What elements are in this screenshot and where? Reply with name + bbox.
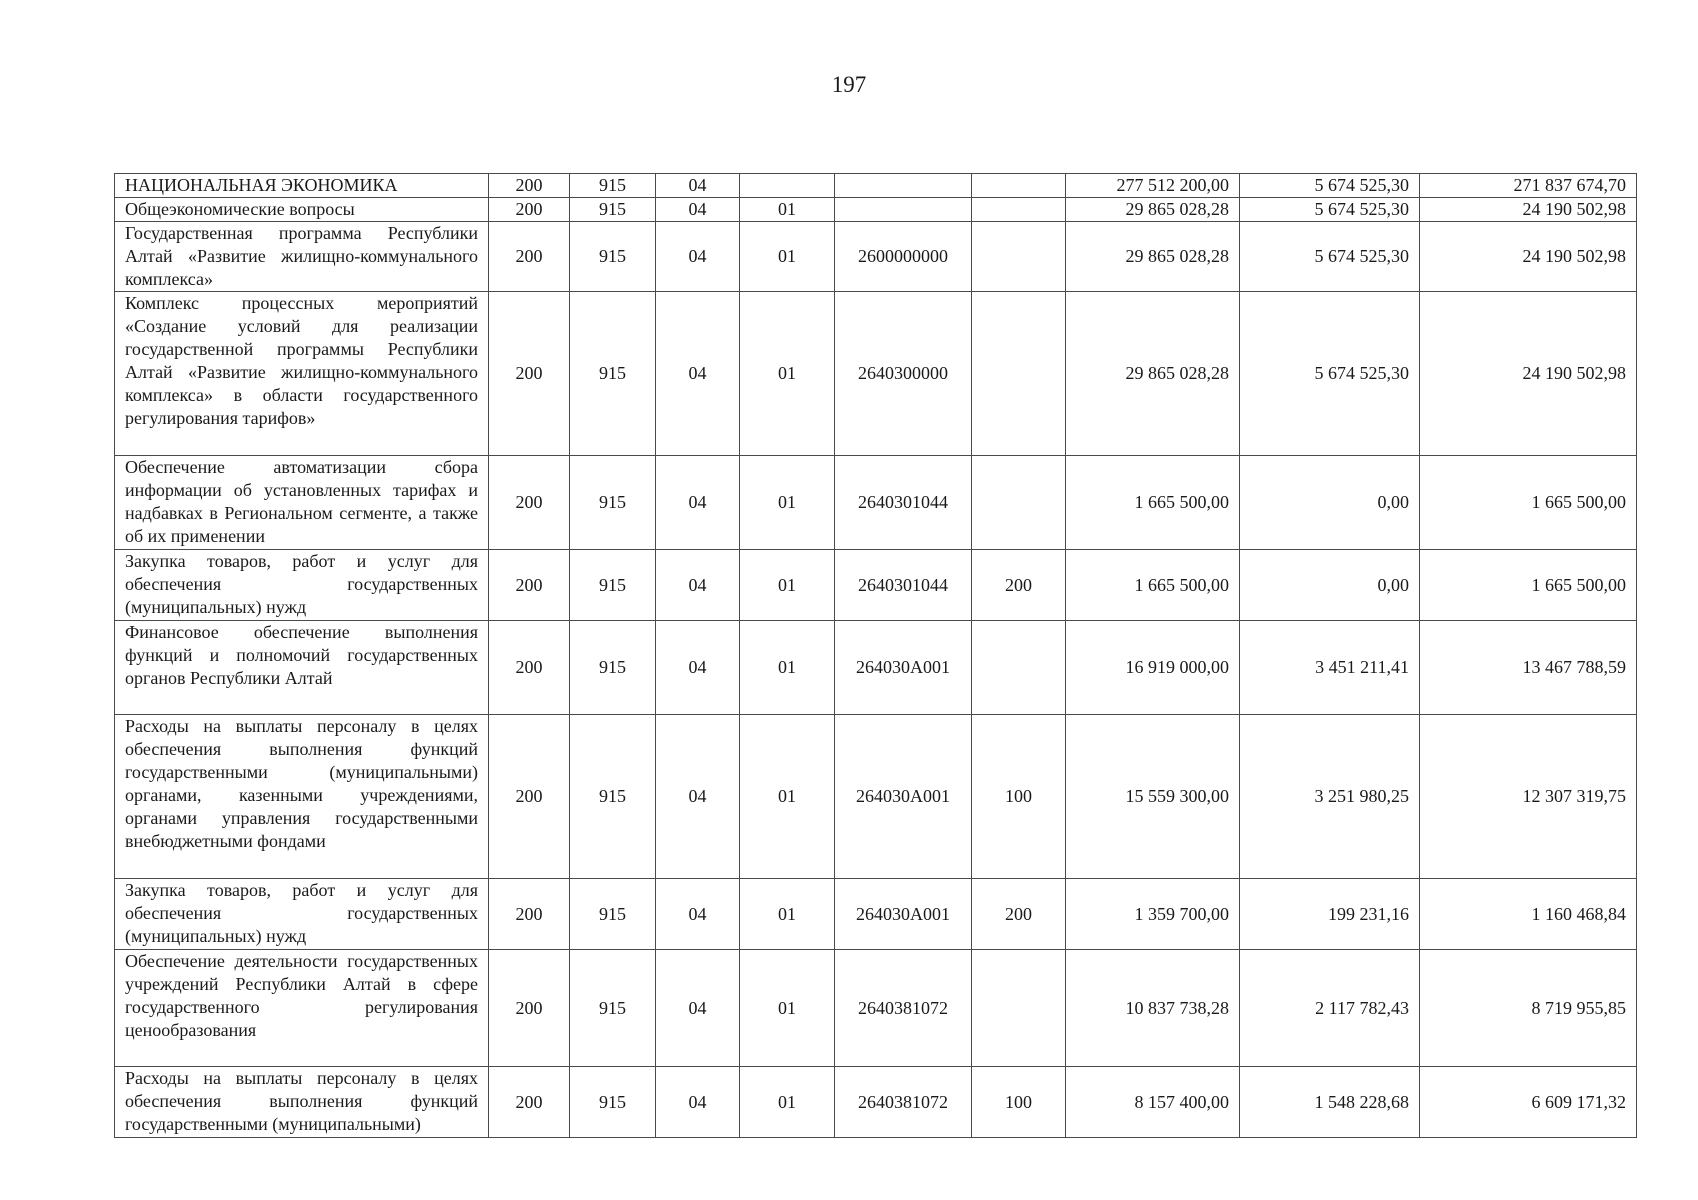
code-cell: 264030А001 [835, 879, 972, 950]
code-cell: 2640301044 [835, 550, 972, 621]
code-cell [972, 292, 1066, 456]
code-cell: 915 [570, 950, 656, 1067]
code-cell: 915 [570, 1067, 656, 1138]
amount-cell: 1 665 500,00 [1066, 550, 1240, 621]
amount-cell: 12 307 319,75 [1420, 715, 1637, 879]
code-cell [972, 456, 1066, 550]
amount-cell: 24 190 502,98 [1420, 198, 1637, 222]
table-row [115, 1067, 1637, 1138]
amount-cell: 271 837 674,70 [1420, 174, 1637, 198]
code-cell: 264030А001 [835, 621, 972, 715]
code-cell: 04 [656, 879, 740, 950]
amount-cell: 1 160 468,84 [1420, 879, 1637, 950]
table-row [115, 950, 1637, 1067]
amount-cell: 24 190 502,98 [1420, 292, 1637, 456]
table-row [115, 292, 1637, 456]
code-cell: 01 [740, 621, 835, 715]
amount-cell: 2 117 782,43 [1240, 950, 1420, 1067]
amount-cell: 29 865 028,28 [1066, 292, 1240, 456]
table-row [115, 715, 1637, 879]
table-row [115, 456, 1637, 550]
row-name-cell: Финансовое обеспечение выполнения функций и полномочий государственных органов Республики Алтай [115, 621, 489, 715]
code-cell [972, 950, 1066, 1067]
amount-cell: 0,00 [1240, 550, 1420, 621]
code-cell: 915 [570, 879, 656, 950]
amount-cell: 199 231,16 [1240, 879, 1420, 950]
row-name-cell: Расходы на выплаты персоналу в целях обеспечения выполнения функций государственными (муниципальными) [115, 1067, 489, 1138]
amount-cell: 1 665 500,00 [1420, 550, 1637, 621]
amount-cell: 1 665 500,00 [1066, 456, 1240, 550]
code-cell: 200 [489, 715, 570, 879]
code-cell: 04 [656, 222, 740, 292]
code-cell: 04 [656, 715, 740, 879]
amount-cell: 5 674 525,30 [1240, 198, 1420, 222]
code-cell: 200 [489, 879, 570, 950]
amount-cell: 29 865 028,28 [1066, 198, 1240, 222]
code-cell: 915 [570, 198, 656, 222]
code-cell: 04 [656, 198, 740, 222]
code-cell: 04 [656, 292, 740, 456]
code-cell: 200 [489, 292, 570, 456]
row-name-cell: Закупка товаров, работ и услуг для обеспечения государственных (муниципальных) нужд [115, 879, 489, 950]
code-cell: 915 [570, 174, 656, 198]
amount-cell: 6 609 171,32 [1420, 1067, 1637, 1138]
amount-cell: 15 559 300,00 [1066, 715, 1240, 879]
code-cell [740, 174, 835, 198]
code-cell [972, 174, 1066, 198]
code-cell: 2640381072 [835, 950, 972, 1067]
table-row [115, 222, 1637, 292]
code-cell: 200 [489, 550, 570, 621]
code-cell: 200 [489, 222, 570, 292]
code-cell: 200 [489, 198, 570, 222]
code-cell: 915 [570, 222, 656, 292]
amount-cell: 24 190 502,98 [1420, 222, 1637, 292]
code-cell [972, 222, 1066, 292]
code-cell: 04 [656, 621, 740, 715]
code-cell: 100 [972, 715, 1066, 879]
amount-cell: 5 674 525,30 [1240, 174, 1420, 198]
code-cell: 915 [570, 550, 656, 621]
code-cell: 2640301044 [835, 456, 972, 550]
amount-cell: 3 451 211,41 [1240, 621, 1420, 715]
code-cell: 200 [489, 456, 570, 550]
code-cell: 01 [740, 879, 835, 950]
amount-cell: 29 865 028,28 [1066, 222, 1240, 292]
row-name-cell: Обеспечение автоматизации сбора информации об установленных тарифах и надбавках в Региональном сегменте, а также об их применении [115, 456, 489, 550]
code-cell: 264030А001 [835, 715, 972, 879]
code-cell: 04 [656, 174, 740, 198]
code-cell: 04 [656, 456, 740, 550]
code-cell: 04 [656, 1067, 740, 1138]
code-cell: 01 [740, 198, 835, 222]
row-name-cell: НАЦИОНАЛЬНАЯ ЭКОНОМИКА [115, 174, 489, 198]
amount-cell: 3 251 980,25 [1240, 715, 1420, 879]
code-cell: 915 [570, 456, 656, 550]
code-cell: 2600000000 [835, 222, 972, 292]
code-cell: 01 [740, 1067, 835, 1138]
code-cell: 01 [740, 715, 835, 879]
code-cell: 01 [740, 222, 835, 292]
code-cell: 04 [656, 950, 740, 1067]
amount-cell: 1 665 500,00 [1420, 456, 1637, 550]
row-name-cell: Обеспечение деятельности государственных учреждений Республики Алтай в сфере государственного регулирования ценообразования [115, 950, 489, 1067]
table-row [115, 621, 1637, 715]
row-name-cell: Расходы на выплаты персоналу в целях обеспечения выполнения функций государственными (муниципальными) органами, казенными учреждениями, органами управления государственными внебюджетными фондами [115, 715, 489, 879]
amount-cell: 13 467 788,59 [1420, 621, 1637, 715]
page-number: 197 [831, 72, 867, 97]
code-cell: 200 [489, 1067, 570, 1138]
code-cell: 100 [972, 1067, 1066, 1138]
code-cell: 915 [570, 715, 656, 879]
amount-cell: 10 837 738,28 [1066, 950, 1240, 1067]
row-name-cell: Общеэкономические вопросы [115, 198, 489, 222]
table-row [115, 174, 1637, 198]
amount-cell: 1 359 700,00 [1066, 879, 1240, 950]
amount-cell: 8 157 400,00 [1066, 1067, 1240, 1138]
amount-cell: 277 512 200,00 [1066, 174, 1240, 198]
table-row [115, 550, 1637, 621]
amount-cell: 16 919 000,00 [1066, 621, 1240, 715]
code-cell: 01 [740, 292, 835, 456]
amount-cell: 0,00 [1240, 456, 1420, 550]
amount-cell: 8 719 955,85 [1420, 950, 1637, 1067]
code-cell: 200 [489, 950, 570, 1067]
code-cell: 04 [656, 550, 740, 621]
table-row [115, 198, 1637, 222]
amount-cell: 1 548 228,68 [1240, 1067, 1420, 1138]
table-row [115, 879, 1637, 950]
code-cell: 200 [972, 879, 1066, 950]
code-cell: 01 [740, 550, 835, 621]
code-cell: 2640381072 [835, 1067, 972, 1138]
amount-cell: 5 674 525,30 [1240, 222, 1420, 292]
code-cell: 915 [570, 621, 656, 715]
code-cell: 915 [570, 292, 656, 456]
code-cell [835, 198, 972, 222]
row-name-cell: Государственная программа Республики Алтай «Развитие жилищно-коммунального комплекса» [115, 222, 489, 292]
code-cell [972, 621, 1066, 715]
row-name-cell: Комплекс процессных мероприятий «Создание условий для реализации государственной программы Республики Алтай «Развитие жилищно-коммунального комплекса» в области государственного регулирования тарифов» [115, 292, 489, 456]
code-cell: 01 [740, 950, 835, 1067]
code-cell [972, 198, 1066, 222]
code-cell: 200 [489, 174, 570, 198]
row-name-cell: Закупка товаров, работ и услуг для обеспечения государственных (муниципальных) нужд [115, 550, 489, 621]
code-cell: 01 [740, 456, 835, 550]
code-cell: 200 [972, 550, 1066, 621]
code-cell: 200 [489, 621, 570, 715]
code-cell: 2640300000 [835, 292, 972, 456]
amount-cell: 5 674 525,30 [1240, 292, 1420, 456]
budget-table [114, 173, 1637, 1138]
code-cell [835, 174, 972, 198]
